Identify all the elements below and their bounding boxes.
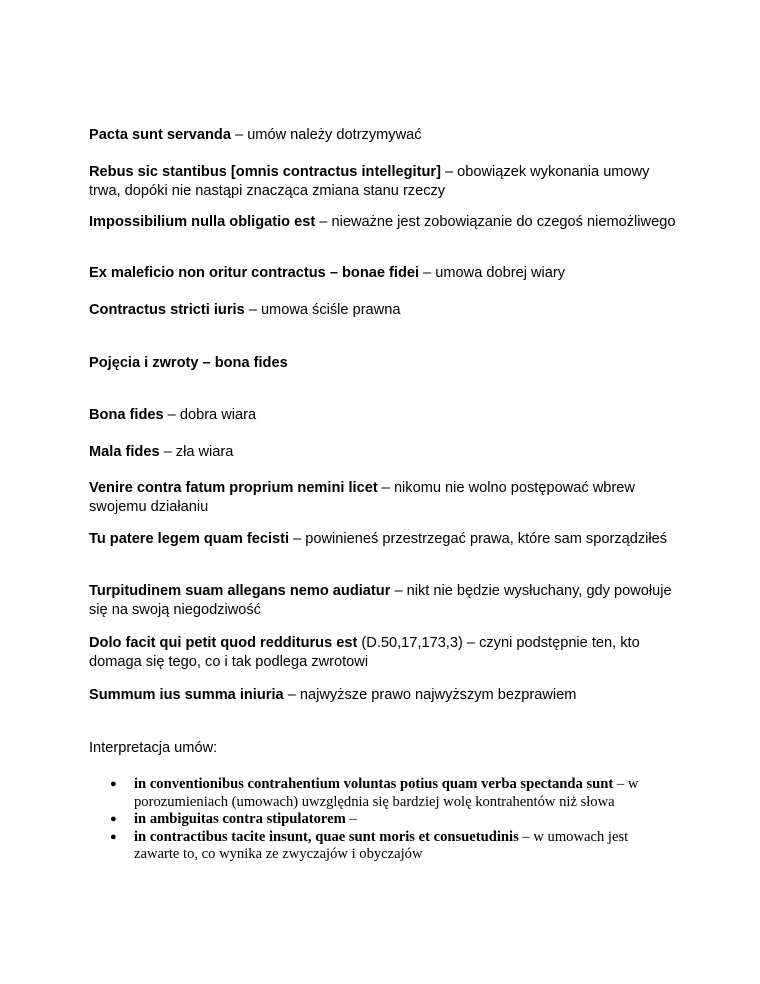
entry-separator: – (315, 214, 332, 230)
list-item (104, 811, 664, 829)
list-item (104, 829, 664, 864)
entry-impossibilium (89, 213, 679, 232)
bullet-icon: ● (110, 813, 117, 825)
list-item-separator: – (613, 776, 628, 792)
entry-summum-ius (89, 686, 679, 705)
list-item-description: w umowach jest zawarte to, co wynika ze zwyczajów i obyczajów (134, 828, 629, 862)
entry-description: dobra wiara (179, 407, 257, 423)
list-item (104, 776, 664, 811)
entry-description: powinieneś przestrzegać prawa, które sam sporządziłeś (305, 531, 668, 547)
list-item-separator: – (518, 828, 534, 845)
entry-term: Summum ius summa iniuria (89, 687, 284, 703)
entry-term: Bona fides (89, 407, 164, 423)
entry-term: Impossibilium nulla obligatio est (89, 214, 316, 230)
entry-separator: (D.50,17,173,3) – (357, 635, 480, 651)
entry-description: nikomu nie wolno postępować wbrew swojemu działaniu (89, 480, 635, 515)
entry-term: Dolo facit qui petit quod redditurus est (89, 635, 358, 651)
entry-term: Mala fides (89, 444, 160, 460)
entry-description: umowa ściśle prawna (260, 302, 401, 318)
entry-separator: – (244, 302, 261, 318)
entry-term: Ex maleficio non oritur contractus – bonae fidei (89, 265, 420, 281)
list-item-separator: – (345, 811, 357, 827)
list-item-description: w porozumieniach (umowach) uwzględnia się bardziej wolę kontrahentów niż słowa (134, 776, 639, 810)
entry-bona-fides (89, 406, 679, 425)
interpretation-label: Interpretacja umów: (89, 740, 218, 756)
entry-mala-fides (89, 443, 679, 462)
section-heading: Pojęcia i zwroty – bona fides (89, 355, 288, 371)
interpretation-bullet-list (104, 776, 664, 864)
entry-contractus-stricti-iuris (89, 301, 679, 320)
entry-description: czyni podstępnie ten, kto domaga się tego, co i tak podlega zwrotowi (89, 635, 640, 670)
entry-turpitudinem (89, 582, 679, 619)
entry-separator: – (419, 265, 436, 281)
entry-dolo-facit (89, 634, 679, 671)
entry-description: obowiązek wykonania umowy trwa, dopóki nie nastąpi znacząca zmiana stanu rzeczy (89, 164, 650, 199)
entry-description: nieważne jest zobowiązanie do czegoś niemożliwego (331, 214, 676, 230)
entry-description: zła wiara (175, 444, 234, 460)
entry-separator: – (159, 444, 176, 460)
entry-ex-maleficio (89, 264, 679, 283)
list-item-term: in conventionibus contrahentium voluntas potius quam verba spectanda sunt (134, 776, 614, 792)
entry-term: Venire contra fatum proprium nemini licet (89, 480, 378, 496)
bullet-icon: ● (110, 830, 117, 843)
entry-separator: – (289, 531, 306, 547)
entry-separator: – (440, 164, 458, 180)
entry-separator: – (390, 583, 407, 599)
entry-term: Contractus stricti iuris (89, 302, 245, 318)
entry-description: umów należy dotrzymywać (247, 127, 422, 143)
entry-separator: – (377, 480, 394, 496)
entry-tu-patere-legem (89, 530, 679, 549)
entry-term: Pacta sunt servanda (89, 127, 231, 143)
entry-term: Turpitudinem suam allegans nemo audiatur (89, 583, 391, 599)
entry-description: nikt nie będzie wysłuchany, gdy powołuje się na swoją niegodziwość (89, 583, 672, 618)
list-item-term: in contractibus tacite insunt, quae sunt moris et consuetudinis (134, 828, 519, 845)
entry-venire-contra-fatum (89, 479, 679, 516)
entry-separator: – (163, 407, 180, 423)
entry-term: Rebus sic stantibus [omnis contractus intellegitur] (89, 164, 441, 180)
entry-separator: – (283, 687, 300, 703)
entry-pacta-sunt-servanda (89, 126, 679, 145)
entry-term: Tu patere legem quam fecisti (89, 531, 290, 547)
list-item-term: in ambiguitas contra stipulatorem (134, 811, 346, 827)
bullet-icon: ● (110, 778, 117, 790)
entry-separator: – (230, 127, 248, 143)
entry-description: umowa dobrej wiary (435, 265, 566, 281)
entry-description: najwyższe prawo najwyższym bezprawiem (299, 687, 577, 703)
entry-rebus-sic-stantibus (89, 163, 679, 200)
